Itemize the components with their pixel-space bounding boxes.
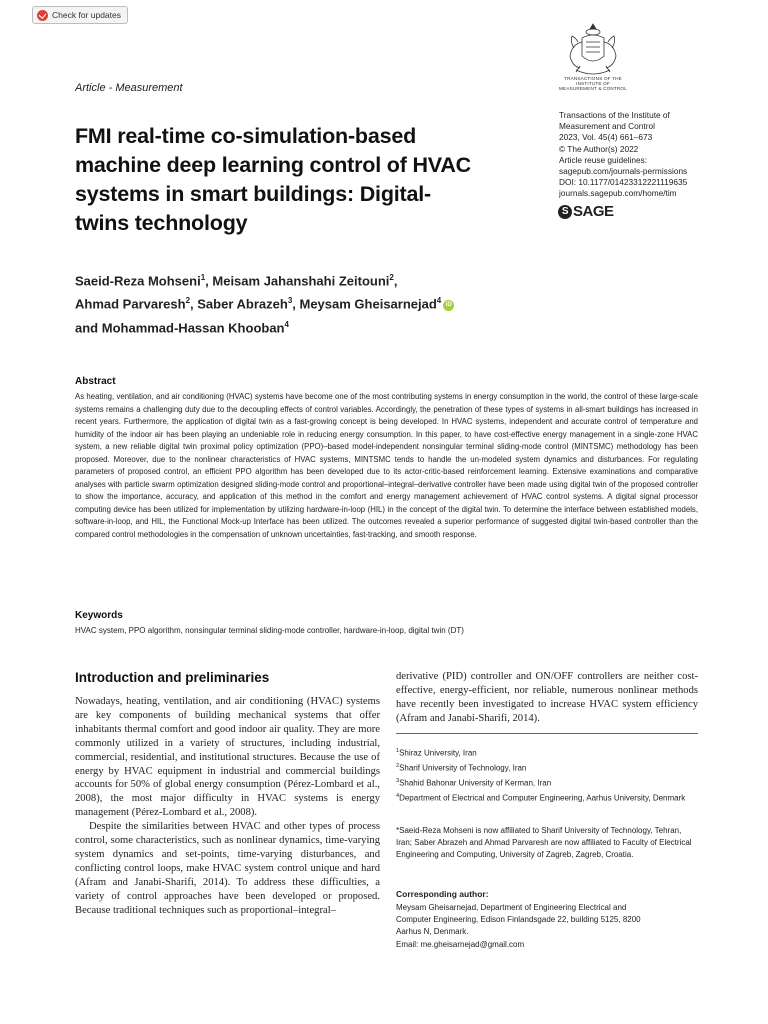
crest-caption-line: INSTITUTE OF <box>576 81 610 87</box>
publisher-logo <box>558 203 614 220</box>
affiliation-text: Shiraz University, Iran <box>399 748 477 758</box>
corresponding-line: Aarhus N, Denmark. <box>396 927 469 937</box>
affiliation-number: 2 <box>396 762 400 769</box>
journal-crest-logo <box>560 20 626 78</box>
author-name: Meysam Gheisarnejad <box>299 296 437 312</box>
affiliations <box>396 745 698 804</box>
affiliation-item <box>396 775 698 790</box>
author-list: Saeid-Reza Mohseni$^1$, Meisam Jahanshahi Zeitouni$^2$, Ahmad Parvaresh$^2$, Saber Abrazeh$^3$, Meysam Gheisarnejad$^4$ iD and Mohammad-Hassan Khooban$^4$ <box>75 268 545 338</box>
affiliation-number: 1 <box>396 748 400 754</box>
permissions-link[interactable]: sagepub.com/journals-permissions <box>559 166 688 177</box>
corresponding-email[interactable]: Email: me.gheisarnejad@gmail.com <box>396 939 525 949</box>
journal-info-line: 2023, Vol. 45(4) 661–673 <box>559 132 653 143</box>
check-for-updates-label: Check for updates <box>52 10 121 20</box>
affiliation-text: Department of Electrical and Computer Engineering, Aarhus University, Denmark <box>399 793 686 803</box>
crest-caption <box>551 76 635 92</box>
affiliation-item <box>396 790 698 805</box>
body-paragraph: Despite the similarities between HVAC and other types of process control, some characteristics, such as nonlinear dynamics, time-varying system dynamics and set-points, time-varying disturbances, and conflicting control loops, make HVAC system control unique and hard (Afram and Janabi-Sharifi, 2014). To address these difficulties, a variety of control approaches have been developed or proposed. Because traditional techniques such as proportional–integral– <box>75 821 380 916</box>
author-name: Saeid-Reza Mohseni <box>75 273 201 289</box>
author-affiliation-marker: 4 <box>284 319 289 329</box>
journal-info-line: Article reuse guidelines: <box>559 154 648 165</box>
author-affiliation-marker: 4 <box>436 296 442 306</box>
article-type-label: Article - Measurement <box>75 82 183 94</box>
author-name: Meisam Jahanshahi Zeitouni <box>212 273 390 289</box>
affiliation-number: 4 <box>396 792 400 799</box>
footnote-divider <box>396 733 698 734</box>
author-name: Saber Abrazeh <box>197 296 288 312</box>
sage-s-icon: S <box>558 205 572 219</box>
affiliation-item <box>396 760 698 775</box>
author-affiliation-marker: 3 <box>287 296 293 306</box>
author-name: Mohammad-Hassan Khooban <box>101 319 285 335</box>
crest-caption-line: TRANSACTIONS OF THE <box>564 76 622 81</box>
journal-info-line: Transactions of the Institute of <box>559 110 670 120</box>
keywords-text: HVAC system, PPO algorithm, nonsingular terminal sliding-mode controller, hardware-in-loop, digital twin (DT) <box>75 626 464 635</box>
authors-conjunction: and <box>75 319 99 335</box>
corresponding-line: Computer Engineering, Edison Finlandsgade 22, building 5125, 8200 <box>396 915 641 925</box>
left-column-body <box>75 695 380 918</box>
author-affiliation-marker: 2 <box>389 273 394 282</box>
affiliation-number: 3 <box>396 777 400 784</box>
author-name: Ahmad Parvaresh <box>75 296 186 312</box>
author-affiliation-marker: 2 <box>185 296 191 306</box>
article-title: FMI real-time co-simulation-based machine deep learning control of HVAC systems in smart buildings: Digital-twins technology <box>75 124 471 235</box>
affiliation-text: Sharif University of Technology, Iran <box>399 763 527 773</box>
affiliation-note: *Saeid-Reza Mohseni is now affiliated to Sharif University of Technology, Tehran, Iran; Saber Abrazeh and Ahmad Parvaresh are now affiliated to Faculty of Electrical Engineering and Computing, University of Zagreb, Zagreb, Croatia. <box>396 826 692 860</box>
right-column-body <box>396 670 698 726</box>
doi-link[interactable]: DOI: 10.1177/01423312221119635 <box>559 177 688 188</box>
corresponding-line: Meysam Gheisarnejad, Department of Engineering Electrical and <box>396 903 627 912</box>
affiliation-item <box>396 745 698 760</box>
journal-info <box>559 110 749 200</box>
publisher-name: SAGE <box>573 203 614 220</box>
crest-caption-line: MEASUREMENT & CONTROL <box>559 86 627 92</box>
journal-info-line: Measurement and Control <box>559 121 655 132</box>
abstract-heading: Abstract <box>75 376 116 387</box>
abstract-text: As heating, ventilation, and air conditioning (HVAC) systems have become one of the most contributing systems in energy consumption in the world, the control of these large-scale systems remains a challenging duty due to the decoupling effects of control variables. Accordingly, the penetration of these types of systems in all-smart buildings has increased in recent years. Furthermore, the application of digital twin as a fast-growing concept is being developed. In HVAC systems, independent and accurate control of temperature and humidity of the indoor air has been playing an undeniable role in reducing energy consumption. In this paper, to have cost-effective energy management in a single-zone HVAC system, a new reliable digital twin proximal policy optimization (PPO)–based model-independent nonsingular terminal sliding-mode control (MINTSMC) methodology has been proposed. Moreover, due to the nonlinear characteristics of HVAC systems, MINTSMC tends to handle the un-modeled system dynamics and disturbances. For regulating parameters of proposed control, an efficient PPO algorithm has been developed due to its actor-critic-based reinforcement learning. Extensive examinations and comparative analyses with particle swarm optimization designed sliding-mode control and proportional–integral–derivative controller have been made using digital twin of the proposed controller to show the importance, accuracy, and application of this method in the comfort and energy management achievement of HVAC control systems. A digital signal processor computing device has been utilized for implementation by utilizing hardware-in-loop (HIL) in the concept of the digital twin. To determine the interface between established models, software-in-loop, and HIL, the Functional Mock-up Interface has been utilized. The outcomes revealed a superior performance of suggested digital twin-based controller than the compared control methodologies in the compensation of unknown uncertainties, fast-tracking, and smooth response. <box>75 392 698 540</box>
body-paragraph: Nowadays, heating, ventilation, and air conditioning (HVAC) systems are key components of building mechanical systems that offer inhabitants thermal comfort and good indoor air quality. They are more commonly utilized in a variety of structures, including industrial, commercial, residential, and institutional structures. Because the use of energy by HVAC equipment in industrial and commercial buildings accounts for 50% of global energy consumption (Pérez-Lombard et al., 2008), the most major difficulty in HVAC systems is energy management (Pérez-Lombard et al., 2008). <box>75 696 380 819</box>
affiliation-text: Shahid Bahonar University of Kerman, Iran <box>399 778 552 788</box>
corresponding-author-heading: Corresponding author: <box>396 889 489 899</box>
check-updates-icon <box>37 10 48 21</box>
orcid-icon[interactable]: iD <box>443 300 454 311</box>
corresponding-author-details <box>396 902 698 951</box>
keywords-heading: Keywords <box>75 610 123 621</box>
introduction-heading: Introduction and preliminaries <box>75 670 270 685</box>
journal-info-line: © The Author(s) 2022 <box>559 143 639 154</box>
body-paragraph: derivative (PID) controller and ON/OFF controllers are neither cost-effective, energy-efficient, nor reliable, numerous nonlinear methods have recently been investigated to increase HVAC system efficiency (Afram and Janabi-Sharifi, 2014). <box>396 671 698 724</box>
author-affiliation-marker: 1 <box>200 273 206 282</box>
check-for-updates-button[interactable] <box>32 6 128 24</box>
journal-home-link[interactable]: journals.sagepub.com/home/tim <box>559 188 677 199</box>
